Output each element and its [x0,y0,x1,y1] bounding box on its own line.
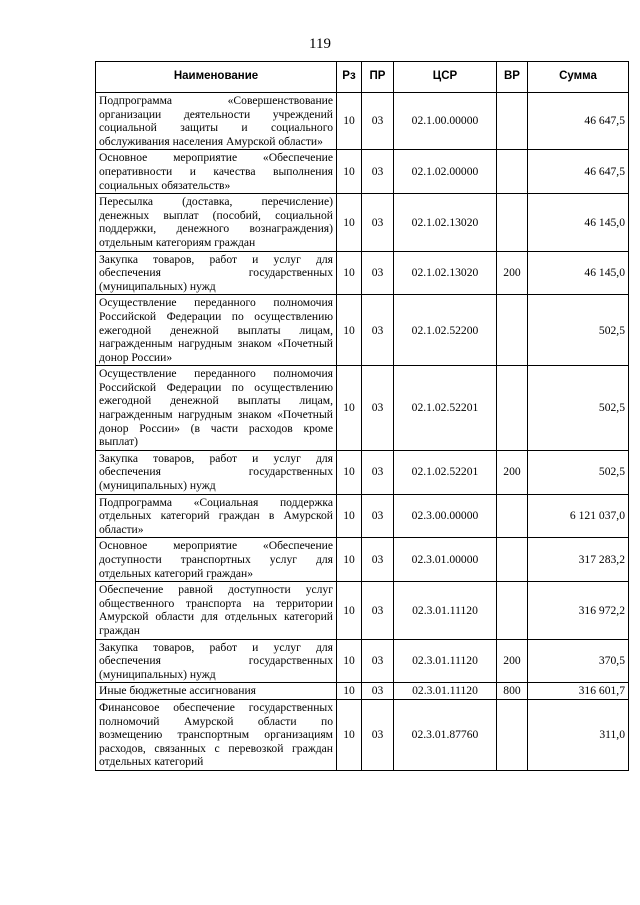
row-pr: 03 [362,366,394,451]
row-name: Закупка товаров, работ и услуг для обеспечения государственных (муниципальных) нужд [96,639,337,683]
row-pr: 03 [362,450,394,494]
table-row [96,450,629,494]
row-name: Осуществление переданного полномочия Российской Федерации по осуществлению ежегодной денежной выплаты лицам, награжденным нагрудным знаком «Почетный донор России» [96,295,337,366]
table-row [96,194,629,251]
row-sum: 316 972,2 [528,582,629,639]
table-row [96,93,629,150]
row-name: Закупка товаров, работ и услуг для обеспечения государственных (муниципальных) нужд [96,251,337,295]
row-pr: 03 [362,150,394,194]
row-sum: 311,0 [528,699,629,770]
table-row [96,494,629,538]
row-pr: 03 [362,251,394,295]
row-vr: 200 [497,450,528,494]
row-csr: 02.1.00.00000 [394,93,497,150]
row-csr: 02.3.01.11120 [394,683,497,700]
row-rz: 10 [337,639,362,683]
row-rz: 10 [337,295,362,366]
budget-table [95,61,629,771]
row-name: Осуществление переданного полномочия Российской Федерации по осуществлению ежегодной денежной выплаты лицам, награжденным нагрудным знаком «Почетный донор России» (в части расходов кроме выплат) [96,366,337,451]
table-header-row [96,62,629,93]
row-pr: 03 [362,295,394,366]
row-rz: 10 [337,582,362,639]
row-vr [497,366,528,451]
row-pr: 03 [362,93,394,150]
row-sum: 502,5 [528,366,629,451]
row-name: Подпрограмма «Совершенствование организации деятельности учреждений социальной защиты и социального обслуживания населения Амурской области» [96,93,337,150]
header-sum: Сумма [528,62,629,93]
table-row [96,639,629,683]
table-row [96,582,629,639]
row-rz: 10 [337,251,362,295]
row-sum: 46 647,5 [528,150,629,194]
row-rz: 10 [337,150,362,194]
row-sum: 317 283,2 [528,538,629,582]
row-pr: 03 [362,494,394,538]
row-csr: 02.3.01.11120 [394,582,497,639]
header-pr: ПР [362,62,394,93]
row-vr [497,194,528,251]
row-csr: 02.3.01.00000 [394,538,497,582]
row-rz: 10 [337,494,362,538]
page-number: 119 [309,36,331,52]
table-row [96,683,629,700]
row-csr: 02.1.02.13020 [394,251,497,295]
header-rz: Рз [337,62,362,93]
row-csr: 02.1.02.00000 [394,150,497,194]
row-pr: 03 [362,582,394,639]
row-name: Основное мероприятие «Обеспечение доступности транспортных услуг для отдельных категорий граждан» [96,538,337,582]
row-name: Обеспечение равной доступности услуг общественного транспорта на территории Амурской области для отдельных категорий граждан [96,582,337,639]
row-vr: 200 [497,639,528,683]
row-name: Основное мероприятие «Обеспечение оперативности и качества выполнения социальных обязательств» [96,150,337,194]
row-sum: 316 601,7 [528,683,629,700]
row-vr: 200 [497,251,528,295]
row-sum: 6 121 037,0 [528,494,629,538]
row-pr: 03 [362,683,394,700]
row-sum: 502,5 [528,295,629,366]
table-row [96,538,629,582]
table-row [96,251,629,295]
row-sum: 46 145,0 [528,251,629,295]
header-name: Наименование [96,62,337,93]
row-csr: 02.3.00.00000 [394,494,497,538]
table-row [96,150,629,194]
header-csr: ЦСР [394,62,497,93]
row-csr: 02.3.01.87760 [394,699,497,770]
row-csr: 02.1.02.52201 [394,366,497,451]
table-row [96,366,629,451]
row-name: Иные бюджетные ассигнования [96,683,337,700]
row-vr [497,295,528,366]
row-name: Финансовое обеспечение государственных полномочий Амурской области по возмещению транспортным организациям расходов, связанных с перевозкой граждан отдельных категорий [96,699,337,770]
row-vr [497,93,528,150]
row-rz: 10 [337,194,362,251]
row-rz: 10 [337,93,362,150]
table-row [96,699,629,770]
row-name: Подпрограмма «Социальная поддержка отдельных категорий граждан в Амурской области» [96,494,337,538]
row-vr [497,699,528,770]
table-row [96,295,629,366]
row-vr [497,538,528,582]
row-rz: 10 [337,538,362,582]
header-vr: ВР [497,62,528,93]
row-pr: 03 [362,538,394,582]
row-sum: 370,5 [528,639,629,683]
row-csr: 02.3.01.11120 [394,639,497,683]
row-sum: 46 647,5 [528,93,629,150]
row-vr [497,582,528,639]
row-pr: 03 [362,699,394,770]
row-rz: 10 [337,683,362,700]
row-vr [497,494,528,538]
row-rz: 10 [337,366,362,451]
row-csr: 02.1.02.52201 [394,450,497,494]
row-pr: 03 [362,194,394,251]
row-rz: 10 [337,699,362,770]
row-vr: 800 [497,683,528,700]
row-vr [497,150,528,194]
row-name: Пересылка (доставка, перечисление) денежных выплат (пособий, социальной поддержки, денежного вознаграждения) отдельным категориям граждан [96,194,337,251]
row-csr: 02.1.02.13020 [394,194,497,251]
row-name: Закупка товаров, работ и услуг для обеспечения государственных (муниципальных) нужд [96,450,337,494]
row-sum: 46 145,0 [528,194,629,251]
row-rz: 10 [337,450,362,494]
row-sum: 502,5 [528,450,629,494]
row-csr: 02.1.02.52200 [394,295,497,366]
row-pr: 03 [362,639,394,683]
